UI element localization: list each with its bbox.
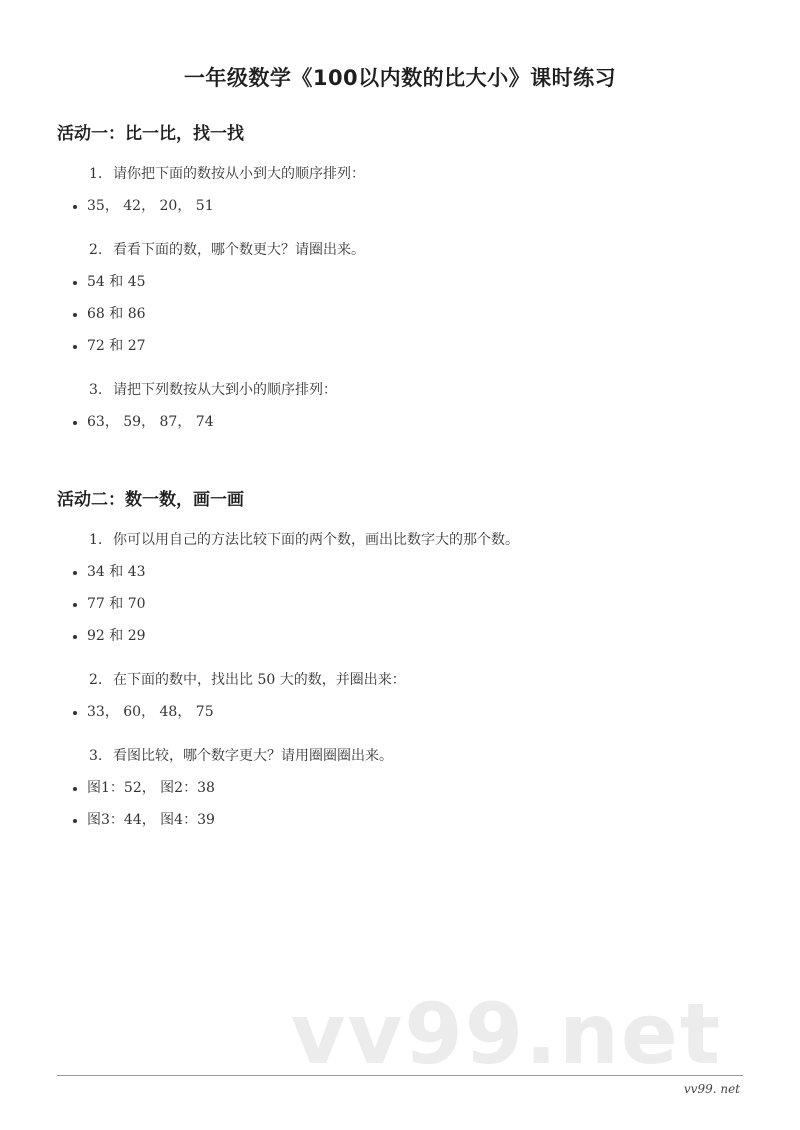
section-title: 活动二：数一数，画一画 [57, 490, 244, 510]
list-item: 63， 59， 87， 74 [73, 412, 757, 432]
question-number: 1. [89, 166, 103, 182]
section-title: 活动一：比一比，找一找 [57, 124, 244, 144]
list-item: 34 和 43 [73, 562, 757, 582]
question-3 [89, 746, 757, 766]
question-number: 2. [89, 242, 103, 258]
question-text: 看看下面的数，哪个数更大？请圈出来。 [113, 242, 365, 258]
section-activity-1 [57, 122, 757, 432]
list-item: 72 和 27 [73, 336, 757, 356]
list-item: 77 和 70 [73, 594, 757, 614]
footer-divider [57, 1075, 743, 1076]
list-item: 图3：44， 图4：39 [73, 810, 757, 830]
question-1 [89, 530, 757, 550]
list-item: 35， 42， 20， 51 [73, 196, 757, 216]
question-3 [89, 380, 757, 400]
answer-list [57, 412, 757, 432]
question-text: 在下面的数中，找出比 50 大的数，并圈出来： [113, 672, 406, 688]
question-2 [89, 670, 757, 690]
answer-list [57, 562, 757, 646]
list-item: 33， 60， 48， 75 [73, 702, 757, 722]
question-number: 1. [89, 532, 103, 548]
question-text: 看图比较，哪个数字更大？请用圈圈圈出来。 [113, 748, 393, 764]
section-activity-2 [57, 488, 757, 830]
question-1 [89, 164, 757, 184]
page-title: 一年级数学《100以内数的比大小》课时练习 [183, 66, 617, 90]
answer-list [57, 272, 757, 356]
list-item: 图1：52， 图2：38 [73, 778, 757, 798]
answer-list [57, 702, 757, 722]
question-2 [89, 240, 757, 260]
question-number: 3. [89, 748, 103, 764]
list-item: 54 和 45 [73, 272, 757, 292]
footer-site: vv99. net [683, 1082, 740, 1096]
question-text: 请你把下面的数按从小到大的顺序排列： [113, 166, 365, 182]
watermark: vv99.net [290, 985, 722, 1083]
answer-list [57, 196, 757, 216]
question-number: 3. [89, 382, 103, 398]
question-number: 2. [89, 672, 103, 688]
list-item: 68 和 86 [73, 304, 757, 324]
answer-list [57, 778, 757, 830]
question-text: 你可以用自己的方法比较下面的两个数，画出比数字大的那个数。 [113, 532, 519, 548]
question-text: 请把下列数按从大到小的顺序排列： [113, 382, 337, 398]
list-item: 92 和 29 [73, 626, 757, 646]
